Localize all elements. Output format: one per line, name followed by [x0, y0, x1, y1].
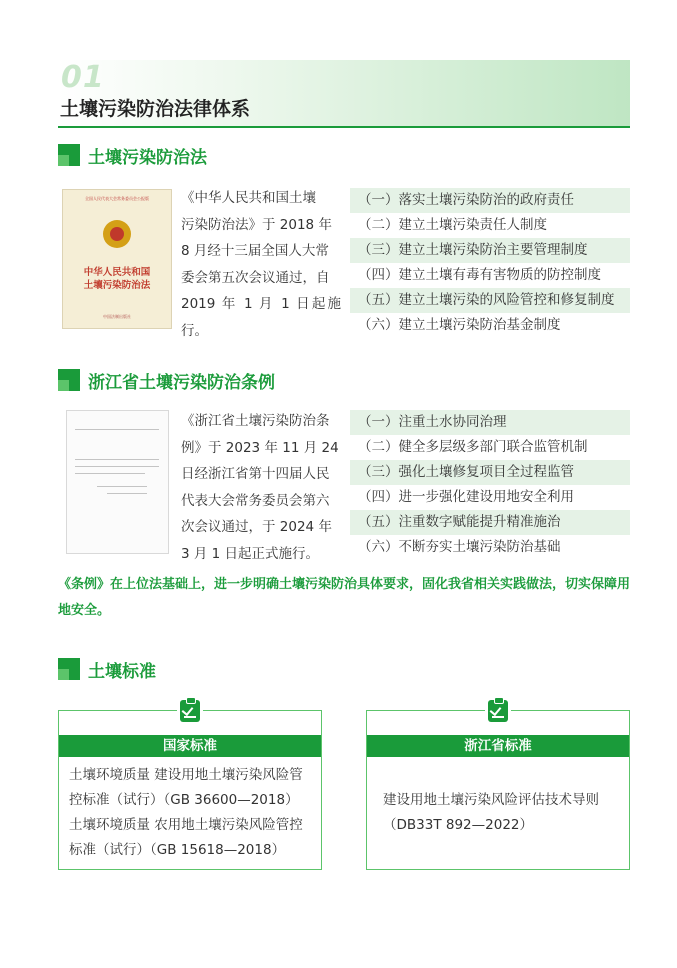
list-item: （五）建立土壤污染的风险管控和修复制度 — [350, 288, 630, 313]
regulation-description — [181, 408, 341, 567]
regulation-summary: 《条例》在上位法基础上，进一步明确土壤污染防治具体要求，固化我省相关实践做法，切实保障用地安全。 — [58, 577, 631, 618]
doc-line — [97, 486, 147, 487]
section-marker-icon — [58, 144, 80, 166]
doc-line — [75, 429, 159, 430]
cover-title-line: 土壤污染防治法 — [83, 280, 151, 291]
law-book-cover — [62, 189, 172, 329]
section-title: 浙江省土壤污染防治条例 — [88, 372, 275, 393]
list-item: （六）建立土壤污染防治基金制度 — [358, 317, 561, 333]
description-line: 次会议通过，于 2024 年 — [181, 519, 332, 535]
provincial-standard-card — [366, 710, 630, 870]
section-marker-icon — [58, 658, 80, 680]
law-description — [181, 185, 341, 344]
list-item: （四）进一步强化建设用地安全利用 — [358, 489, 574, 505]
standard-list — [383, 788, 623, 838]
cover-title-line: 中华人民共和国 — [83, 267, 151, 278]
clipboard-check-icon — [177, 697, 203, 723]
list-item: （四）建立土壤有毒有害物质的防控制度 — [358, 267, 601, 283]
list-item: （二）健全多层级多部门联合监管机制 — [358, 439, 588, 455]
standard-line: 控标准（试行）（GB 36600—2018） — [69, 792, 299, 808]
section-heading-law — [58, 143, 207, 167]
cover-top-text: 全国人民代表大会常务委员会公报版 — [85, 196, 149, 201]
standard-line: 标准（试行）（GB 15618—2018） — [69, 842, 286, 858]
list-item: （一）落实土壤污染防治的政府责任 — [350, 188, 630, 213]
page-title: 土壤污染防治法律体系 — [60, 98, 251, 120]
list-item: （二）建立土壤污染责任人制度 — [358, 217, 547, 233]
description-line: 《中华人民共和国土壤 — [181, 190, 316, 206]
standard-list — [69, 763, 319, 863]
law-provision-list — [350, 188, 630, 338]
section-title: 土壤污染防治法 — [88, 147, 207, 168]
card-label: 浙江省标准 — [367, 735, 629, 757]
description-line: 3 月 1 日起正式施行。 — [181, 545, 320, 562]
doc-line — [75, 466, 159, 467]
list-item: （一）注重土水协同治理 — [350, 410, 630, 435]
cover-publisher: 中国法制出版社 — [103, 314, 131, 319]
doc-line — [75, 459, 159, 460]
cover-title — [67, 266, 167, 292]
standard-line: 土壤环境质量 建设用地土壤污染风险管 — [69, 767, 303, 783]
regulation-provision-list — [350, 410, 630, 560]
regulation-document-image — [66, 410, 169, 554]
list-item: （六）不断夯实土壤污染防治基础 — [358, 539, 561, 555]
description-line: 代表大会常务委员会第六 — [181, 492, 330, 509]
description-line: 委会第五次会议通过，自 — [181, 269, 330, 286]
description-line: 8 月经十三届全国人大常 — [181, 243, 329, 259]
standard-line: 土壤环境质量 农用地土壤污染风险管控 — [69, 817, 303, 833]
list-item: （三）强化土壤修复项目全过程监管 — [350, 460, 630, 485]
description-line: 日经浙江省第十四届人民 — [181, 466, 330, 482]
clipboard-check-icon — [485, 697, 511, 723]
national-emblem-icon — [103, 220, 131, 248]
section-title: 土壤标准 — [88, 661, 156, 682]
list-item: （三）建立土壤污染防治主要管理制度 — [350, 238, 630, 263]
standard-line: （DB33T 892—2022） — [383, 817, 533, 833]
description-line: 例》于 2023 年 11 月 24 — [181, 439, 339, 456]
chapter-number: 01 — [61, 60, 105, 95]
description-line: 《浙江省土壤污染防治条 — [181, 413, 330, 429]
list-item: （五）注重数字赋能提升精准施治 — [350, 510, 630, 535]
national-standard-card — [58, 710, 322, 870]
section-heading-regulation — [58, 368, 275, 392]
section-heading-standards — [58, 657, 156, 681]
standard-line: 建设用地土壤污染风险评估技术导则 — [383, 792, 599, 808]
description-line: 污染防治法》于 2018 年 — [181, 216, 332, 233]
doc-line — [107, 493, 147, 494]
section-marker-icon — [58, 369, 80, 391]
header-divider — [58, 126, 630, 128]
doc-line — [75, 473, 145, 474]
card-label: 国家标准 — [59, 735, 321, 757]
description-line: 2019 年 1 月 1 日起施行。 — [181, 296, 341, 339]
